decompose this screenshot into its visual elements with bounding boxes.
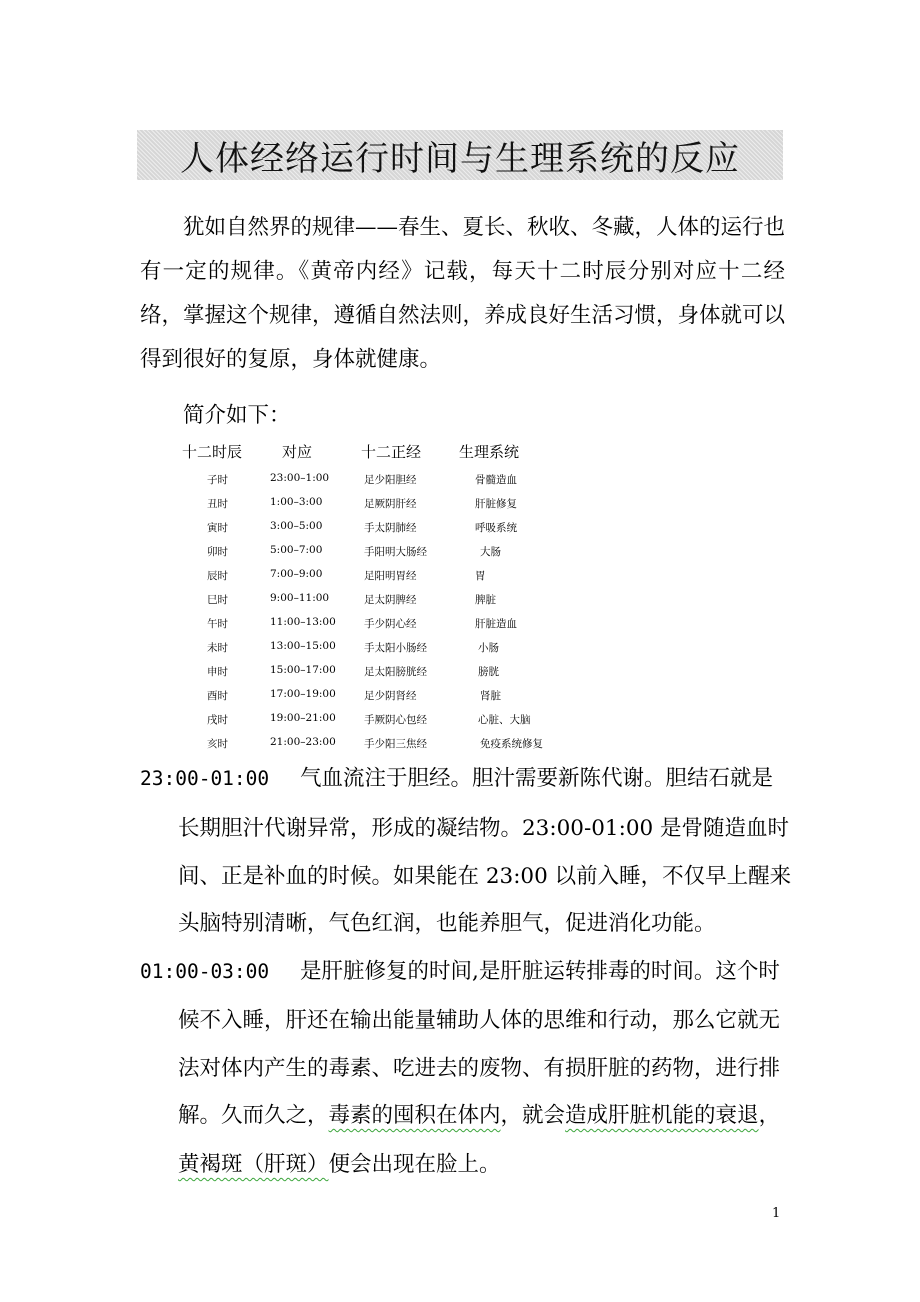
table-header-meridian: 十二正经 — [361, 443, 422, 461]
table-header-system: 生理系统 — [459, 443, 520, 461]
row-system: 脾脏 — [475, 594, 496, 606]
row-system: 肝脏修复 — [475, 498, 517, 510]
row-time: 11:00–13:00 — [270, 616, 336, 628]
intro-lead: 简介如下： — [183, 403, 291, 428]
row-shichen: 亥时 — [207, 738, 228, 750]
row-shichen: 巳时 — [207, 594, 228, 606]
row-time: 9:00–11:00 — [270, 592, 330, 604]
row-shichen: 寅时 — [207, 522, 228, 534]
row-shichen: 申时 — [207, 666, 228, 678]
row-meridian: 手少阳三焦经 — [364, 738, 427, 750]
entry-time-label: 23:00-01:00 — [140, 767, 270, 790]
row-time: 17:00–19:00 — [270, 688, 336, 700]
row-system: 膀胱 — [478, 666, 499, 678]
row-time: 13:00–15:00 — [270, 640, 336, 652]
row-shichen: 酉时 — [207, 690, 228, 702]
row-time: 1:00–3:00 — [270, 496, 323, 508]
table-header-time: 对应 — [282, 443, 313, 461]
entry-line: 头脑特别清晰，气色红润，也能养胆气，促进消化功能。 — [178, 911, 716, 936]
row-meridian: 手太阴肺经 — [364, 522, 417, 534]
row-system: 心脏、大脑 — [478, 714, 531, 726]
row-meridian: 手厥阴心包经 — [364, 714, 427, 726]
entry-text: ，就会 — [500, 1103, 566, 1128]
page-number: 1 — [772, 1206, 781, 1221]
row-meridian: 足阳明胃经 — [364, 570, 417, 582]
entry-text: ， — [758, 1103, 781, 1128]
row-meridian: 足少阴肾经 — [364, 690, 417, 702]
entry-text: 便会出现在脸上。 — [328, 1152, 501, 1177]
entry-line — [178, 1150, 501, 1180]
row-time: 15:00–17:00 — [270, 664, 336, 676]
row-system: 胃 — [475, 570, 486, 582]
row-time: 3:00–5:00 — [270, 520, 323, 532]
intro-paragraph: 犹如自然界的规律——春生、夏长、秋收、冬藏，人体的运行也有一定的规律。《黄帝内经》记载，每天十二时辰分别对应十二经络，掌握这个规律，遵循自然法则，养成良好生活习惯，身体就可以得到很好的复原，身体就健康。 — [140, 215, 786, 372]
row-system: 肾脏 — [480, 690, 501, 702]
row-system: 小肠 — [478, 642, 499, 654]
row-shichen: 午时 — [207, 618, 228, 630]
entry-line: 长期胆汁代谢异常，形成的凝结物。23:00-01:00 是骨随造血时 — [178, 816, 790, 841]
row-meridian: 手少阴心经 — [364, 618, 417, 630]
entry-line: 候不入睡，肝还在输出能量辅助人体的思维和行动，那么它就无 — [178, 1008, 781, 1033]
row-system: 骨髓造血 — [475, 474, 517, 486]
row-time: 5:00–7:00 — [270, 544, 323, 556]
row-shichen: 子时 — [207, 474, 228, 486]
row-meridian: 足太阳膀胱经 — [364, 666, 427, 678]
entry-text: 解。久而久之， — [178, 1103, 329, 1128]
entry-line: 法对体内产生的毒素、吃进去的废物、有损肝脏的药物，进行排 — [178, 1056, 781, 1081]
table-header-shichen: 十二时辰 — [182, 443, 243, 461]
row-time: 21:00–23:00 — [270, 736, 336, 748]
entry-time-label: 01:00-03:00 — [140, 960, 270, 983]
title-band — [137, 130, 783, 180]
row-time: 19:00–21:00 — [270, 712, 336, 724]
row-shichen: 卯时 — [207, 546, 228, 558]
row-time: 7:00–9:00 — [270, 568, 323, 580]
row-system: 呼吸系统 — [475, 522, 517, 534]
row-system: 大肠 — [480, 546, 501, 558]
row-shichen: 丑时 — [207, 498, 228, 510]
entry-line — [178, 1101, 780, 1131]
row-system: 免疫系统修复 — [480, 738, 543, 750]
row-shichen: 戌时 — [207, 714, 228, 726]
row-shichen: 未时 — [207, 642, 228, 654]
underlined-phrase: 毒素的囤积在体内 — [328, 1103, 501, 1128]
row-meridian: 手阳明大肠经 — [364, 546, 427, 558]
underlined-phrase: 黄褐斑（肝斑） — [178, 1152, 329, 1177]
row-meridian: 足厥阴肝经 — [364, 498, 417, 510]
row-meridian: 足少阳胆经 — [364, 474, 417, 486]
row-meridian: 手太阳小肠经 — [364, 642, 427, 654]
entry-line: 气血流注于胆经。胆汁需要新陈代谢。胆结石就是 — [300, 766, 774, 791]
entry-line: 是肝脏修复的时间,是肝脏运转排毒的时间。这个时 — [300, 959, 780, 984]
underlined-phrase: 造成肝脏机能的衰退 — [565, 1103, 759, 1128]
row-time: 23:00–1:00 — [270, 472, 330, 484]
row-meridian: 足太阴脾经 — [364, 594, 417, 606]
page-title: 人体经络运行时间与生理系统的反应 — [180, 138, 740, 179]
entry-line: 间、正是补血的时候。如果能在 23:00 以前入睡，不仅早上醒来 — [178, 864, 792, 889]
row-system: 肝脏造血 — [475, 618, 517, 630]
row-shichen: 辰时 — [207, 570, 228, 582]
